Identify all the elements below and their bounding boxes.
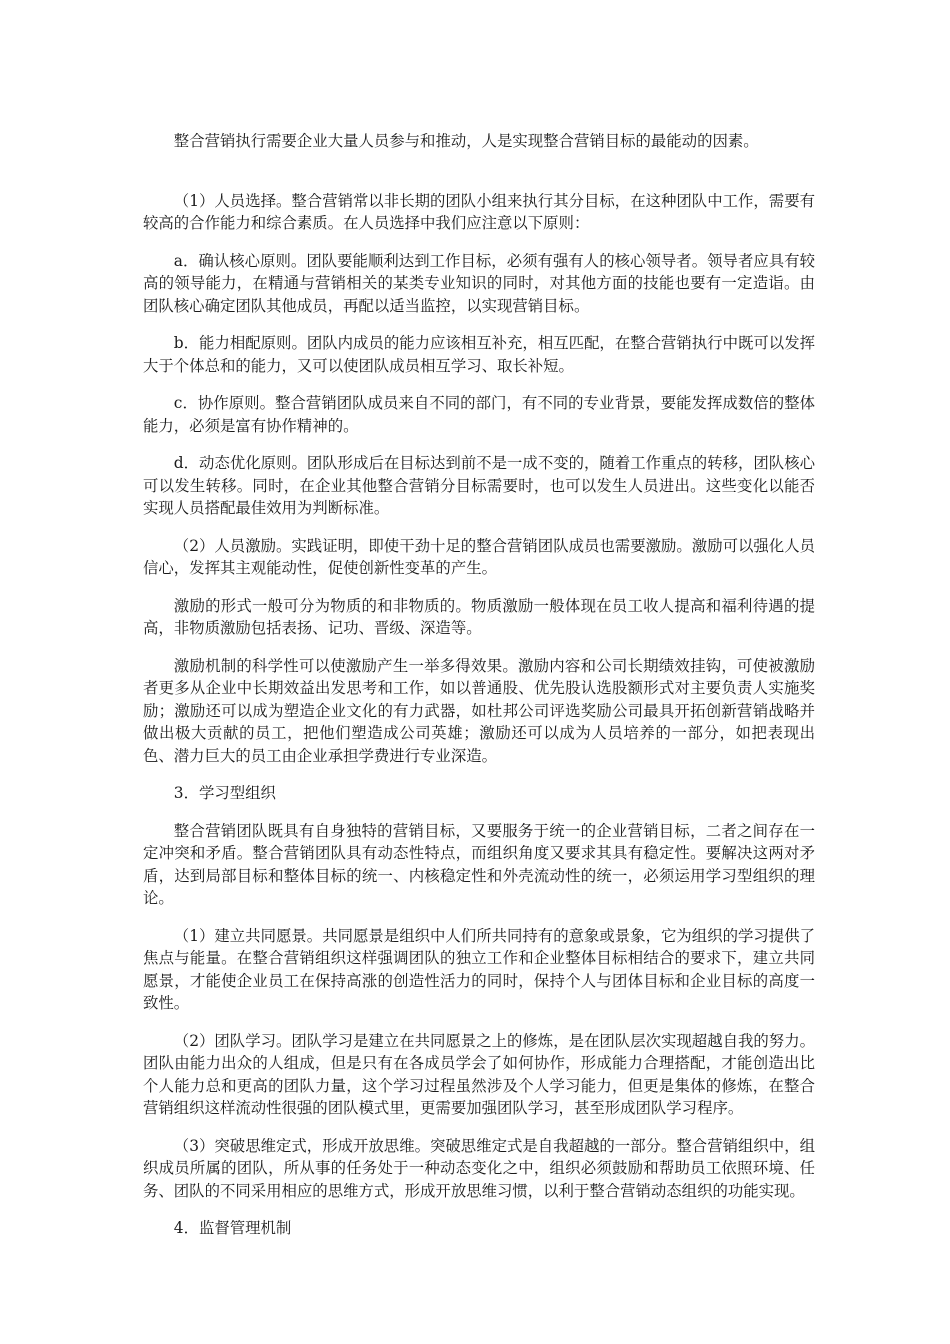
paragraph-team-learning: （2）团队学习。团队学习是建立在共同愿景之上的修炼，是在团队层次实现超越自我的努力。团队由能力出众的人组成，但是只有在各成员学会了如何协作，形成能力合理搭配，才能创造出比个人能力总和更高的团队力量，这个学习过程虽然涉及个人学习能力，但更是集体的修炼，在整合营销组织这样流动性很强的团队模式里，更需要加强团队学习，甚至形成团队学习程序。 [143,1031,815,1117]
paragraph-principle-c: c．协作原则。整合营销团队成员来自不同的部门，有不同的专业背景，要能发挥成数倍的整体能力，必须是富有协作精神的。 [143,394,815,435]
document-page [143,130,815,1255]
paragraph-incentive-forms: 激励的形式一般可分为物质的和非物质的。物质激励一般体现在员工收人提高和福利待遇的提高，非物质激励包括表扬、记功、晋级、深造等。 [143,596,815,637]
section-heading-learning-organization: 3．学习型组织 [173,784,276,802]
section-heading-supervision: 4．监督管理机制 [173,1219,292,1237]
paragraph-shared-vision: （1）建立共同愿景。共同愿景是组织中人们所共同持有的意象或景象，它为组织的学习提供了焦点与能量。在整合营销组织这样强调团队的独立工作和企业整体目标相结合的要求下，建立共同愿景，才能使企业员工在保持高涨的创造性活力的同时，保持个人与团体目标和企业目标的高度一致性。 [143,926,815,1012]
paragraph-principle-b: b．能力相配原则。团队内成员的能力应该相互补充，相互匹配，在整合营销执行中既可以发挥大于个体总和的能力，又可以使团队成员相互学习、取长补短。 [143,334,815,375]
paragraph-personnel-selection: （1）人员选择。整合营销常以非长期的团队小组来执行其分目标，在这种团队中工作，需要有较高的合作能力和综合素质。在人员选择中我们应注意以下原则： [143,191,815,232]
paragraph-learning-organization: 整合营销团队既具有自身独特的营销目标，又要服务于统一的企业营销目标，二者之间存在一定冲突和矛盾。整合营销团队具有动态性特点，而组织角度又要求其具有稳定性。要解决这两对矛盾，达到局部目标和整体目标的统一、内核稳定性和外壳流动性的统一，必须运用学习型组织的理论。 [143,821,815,907]
paragraph-intro: 整合营销执行需要企业大量人员参与和推动，人是实现整合营销目标的最能动的因素。 [173,132,759,150]
paragraph-personnel-incentive: （2）人员激励。实践证明，即使干劲十足的整合营销团队成员也需要激励。激励可以强化人员信心，发挥其主观能动性，促使创新性变革的产生。 [143,536,815,577]
paragraph-open-thinking: （3）突破思维定式，形成开放思维。突破思维定式是自我超越的一部分。整合营销组织中，组织成员所属的团队，所从事的任务处于一种动态变化之中，组织必须鼓励和帮助员工依照环境、任务、团队的不同采用相应的思维方式，形成开放思维习惯，以利于整合营销动态组织的功能实现。 [143,1136,815,1200]
paragraph-incentive-mechanism: 激励机制的科学性可以使激励产生一举多得效果。激励内容和公司长期绩效挂钩，可使被激励者更多从企业中长期效益出发思考和工作，如以普通股、优先股认选股额形式对主要负责人实施奖励；激励还可以成为塑造企业文化的有力武器，如杜邦公司评选奖励公司最具开拓创新营销战略并做出极大贡献的员工，把他们塑造成公司英雄；激励还可以成为人员培养的一部分，如把表现出色、潜力巨大的员工由企业承担学费进行专业深造。 [143,656,815,765]
paragraph-principle-a: a．确认核心原则。团队要能顺利达到工作目标，必须有强有人的核心领导者。领导者应具有较高的领导能力，在精通与营销相关的某类专业知识的同时，对其他方面的技能也要有一定造诣。由团队核心确定团队其他成员，再配以适当监控，以实现营销目标。 [143,251,815,315]
paragraph-principle-d: d．动态优化原则。团队形成后在目标达到前不是一成不变的，随着工作重点的转移，团队核心可以发生转移。同时，在企业其他整合营销分目标需要时，也可以发生人员进出。这些变化以能否实现人员搭配最佳效用为判断标准。 [143,454,815,517]
